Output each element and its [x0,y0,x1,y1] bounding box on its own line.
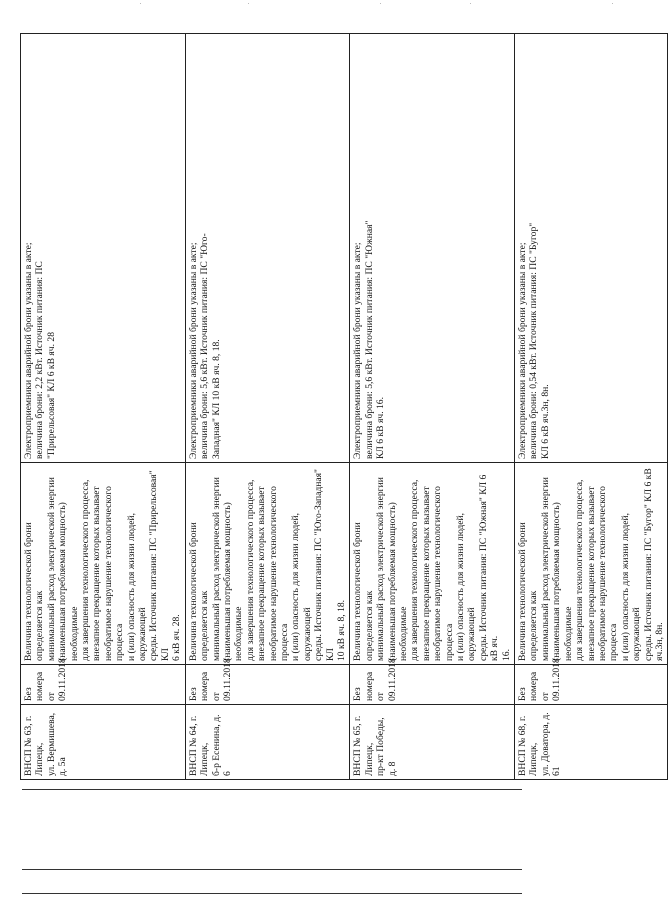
rule-line [22,893,522,894]
table-row [21,34,186,780]
criteria-cell: Величина технологической брони определяется как минимальный расход электрической энергии (наименьшая потребляемая мощность) необходимые для завершения технологического процесса, внезапное прекращение которых вызывает необратимое нарушение технологического процесса и (или) опасность для жизни людей, окружающей среды. Источник питания: ПС "Юго-Западная" КЛ 10 кВ яч. 8, 18. [185,463,350,665]
criteria-cell: Величина технологической брони определяется как минимальный расход электрической энергии (наименьшая потребляемая мощность) необходимые для завершения технологического процесса, внезапное прекращение которых вызывает необратимое нарушение технологического процесса и (или) опасность для жизни людей, окружающей среды. Источник питания: ПС "Прирельсовая" КЛ 6 кВ яч. 28. [21,463,186,665]
rotated-table-wrapper [20,33,665,780]
document-cell: Без номера от 09.11.2018 [515,665,668,705]
document-cell: Без номера от 09.11.2018 [185,665,350,705]
rule-line [22,789,522,790]
table-row [350,34,515,780]
value-cell: Электроприемники аварийной брони указаны в акте; величина брони: 2,2 кВт. Источник питания: ПС "Прирельсовая" КЛ 6 кВ яч. 28 [21,34,186,463]
document-cell: Без номера от 09.11.2018 [21,665,186,705]
criteria-cell: Величина технологической брони определяется как минимальный расход электрической энергии (наименьшая потребляемая мощность) необходимые для завершения технологического процесса, внезапное прекращение которых вызывает необратимое нарушение технологического процесса и (или) опасность для жизни людей, окружающей среды. Источник питания: ПС "Бугор" КЛ 6 кВ яч.3н, 8н. [515,463,668,665]
criteria-cell: Величина технологической брони определяется как минимальный расход электрической энергии (наименьшая потребляемая мощность) необходимые для завершения технологического процесса, внезапное прекращение которых вызывает необратимое нарушение технологического процесса и (или) опасность для жизни людей, окружающей среды. Источник питания: ПС "Южная" КЛ 6 кВ яч. 16. [350,463,515,665]
object-cell: ВНСП № 64, г. Липецк, б-р Есенина, д. 6 [185,705,350,780]
value-cell: Электроприемники аварийной брони указаны в акте; величина брони: 0,54 кВт. Источник питания: ПС "Бугор" КЛ 6 кВ яч.3н, 8н. [515,34,668,463]
reserve-table [20,33,668,780]
object-cell: ВНСП № 63, г. Липецк, ул. Вермишева, д. 5а [21,705,186,780]
rule-line [22,869,522,870]
value-cell: Электроприемники аварийной брони указаны в акте; величина брони: 5,6 кВт. Источник питания: ПС "Южная" КЛ 6 кВ яч. 16. [350,34,515,463]
object-cell: ВНСП № 65, г. Липецк, пр-кт Победы, д. 8 [350,705,515,780]
table-row [185,34,350,780]
table-row [515,34,668,780]
value-cell: Электроприемники аварийной брони указаны в акте; величина брони: 5,6 кВт. Источник питания: ПС "Юго- Западная" КЛ 10 кВ яч. 8, 18. [185,34,350,463]
object-cell: ВНСП № 68, г. Липецк, ул. Доватора, д. 61 [515,705,668,780]
document-cell: Без номера от 09.11.2018 [350,665,515,705]
